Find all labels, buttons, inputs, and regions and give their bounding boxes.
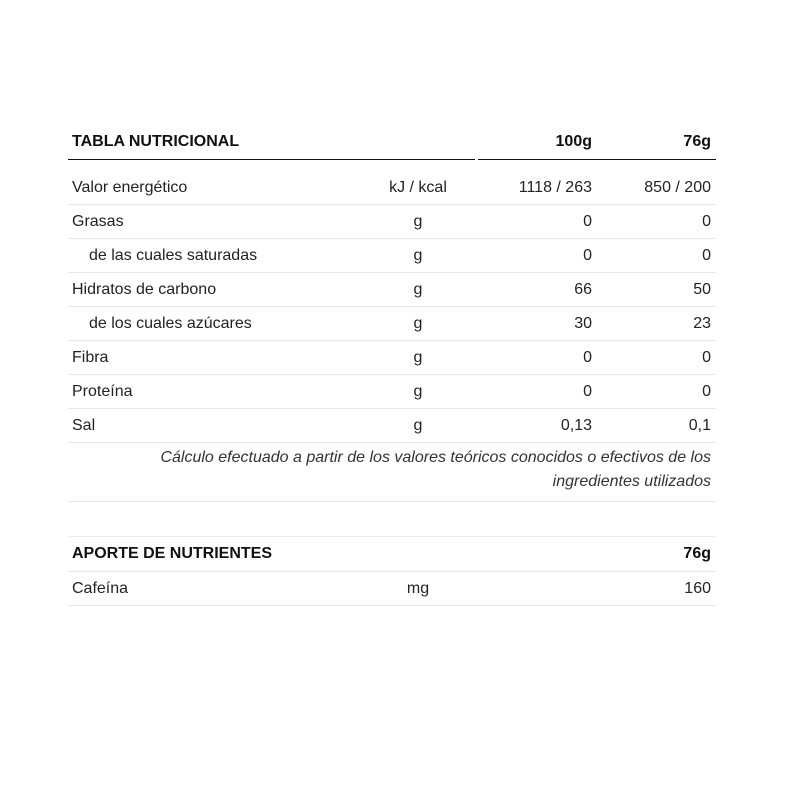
nutrient-name: de los cuales azúcares [89,314,252,332]
nutrient-contribution-body [68,572,716,606]
value-per-100g: 66 [574,280,592,298]
value-per-serving: 850 / 200 [644,179,711,196]
section-divider [68,502,716,537]
value-per-serving: 0 [702,212,711,230]
nutrient-name: Grasas [72,212,124,230]
nutrition-row [68,375,716,409]
nutrition-row [68,205,716,239]
nutrition-panel [68,123,716,606]
nutrition-row [68,341,716,375]
value-per-100g: 0 [583,246,592,264]
value-per-serving: 0 [702,382,711,400]
value-per-100g: 30 [574,314,592,332]
value-per-100g: 0 [583,212,592,230]
nutrition-row [68,307,716,341]
nutrient-unit: g [413,416,423,434]
value-per-100g: 0,13 [560,416,592,434]
nutrient-unit: g [413,382,423,400]
value-per-serving: 0 [702,246,711,264]
nutrient-name: de las cuales saturadas [89,246,258,264]
nutrition-table-body [68,160,716,443]
nutrient-contribution-row [68,572,716,606]
value-per-serving: 50 [693,280,711,298]
calculation-note: Cálculo efectuado a partir de los valores teóricos conocidos o efectivos de los ingredientes utilizados [68,443,716,502]
nutrition-row [68,160,716,205]
nutrient-unit: g [413,280,423,298]
nutrient-name: Sal [72,416,96,434]
nutrient-unit: g [413,348,423,366]
nutrient-unit: kJ / kcal [389,179,447,196]
value-per-serving: 23 [693,314,711,332]
nutrient-name: Fibra [72,348,109,366]
nutrient-name: Valor energético [72,179,188,196]
nutrition-table-title: TABLA NUTRICIONAL [72,132,240,150]
nutrient-contribution-title: APORTE DE NUTRIENTES [72,545,273,562]
value-per-100g: 1118 / 263 [518,179,592,196]
value-per-100g: 0 [583,348,592,366]
column-header-serving: 76g [683,132,711,150]
nutrient-name: Cafeína [72,579,129,597]
value-per-serving: 0,1 [688,416,711,434]
nutrition-row [68,239,716,273]
nutrition-row [68,273,716,307]
nutrient-contribution-header [68,537,716,572]
nutrient-unit: mg [406,579,430,597]
nutrient-unit: g [413,212,423,230]
column-header-100g: 100g [555,132,592,150]
nutrient-unit: g [413,246,423,264]
value-per-serving: 0 [702,348,711,366]
nutrition-table-header [68,123,716,160]
value-per-serving: 160 [684,579,711,597]
nutrition-row [68,409,716,443]
nutrient-unit: g [413,314,423,332]
nutrient-contribution-column-serving: 76g [683,545,711,562]
nutrient-name: Proteína [72,382,133,400]
nutrient-name: Hidratos de carbono [72,280,217,298]
value-per-100g: 0 [583,382,592,400]
